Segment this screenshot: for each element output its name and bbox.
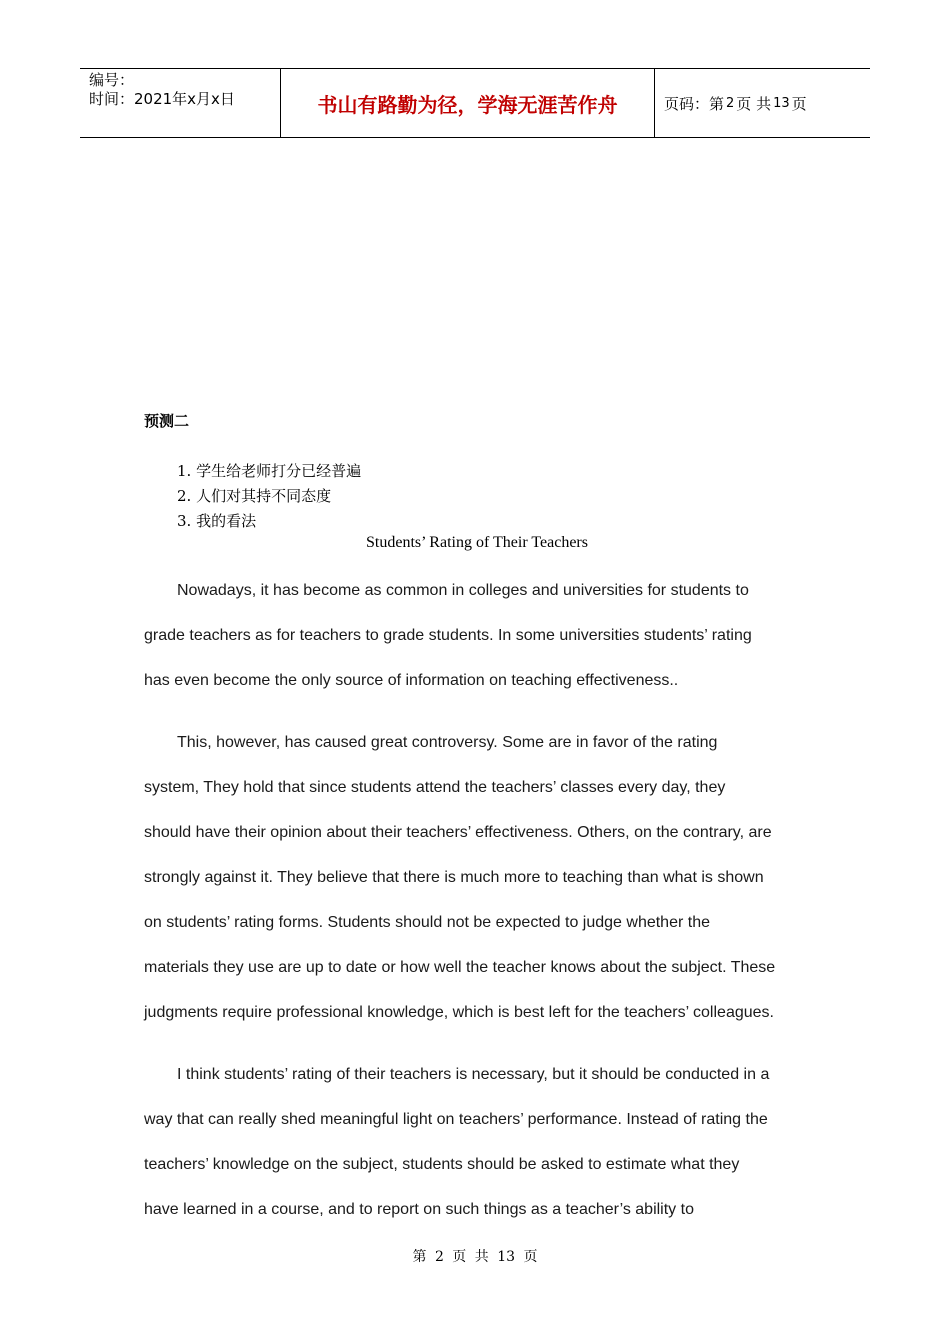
header-page-indicator xyxy=(655,69,870,137)
paragraph-line: strongly against it. They believe that there is much more to teaching than what is shown xyxy=(144,869,764,886)
paragraph-line: on students’ rating forms. Students should not be expected to judge whether the xyxy=(144,914,710,931)
outline-item: 1. 学生给老师打分已经普遍 xyxy=(177,462,362,480)
page-current: 2 xyxy=(726,95,735,111)
page-suffix: 页 xyxy=(791,94,807,113)
header-meta xyxy=(80,69,281,137)
page-mid: 页 共 xyxy=(736,94,772,113)
paragraph-line: This, however, has caused great controversy. Some are in favor of the rating xyxy=(177,734,718,751)
outline-item: 3. 我的看法 xyxy=(177,512,257,530)
essay-title: Students’ Rating of Their Teachers xyxy=(366,534,588,551)
paragraph-3 xyxy=(144,1052,810,1232)
page-header xyxy=(80,68,870,138)
paragraph-1 xyxy=(144,568,810,703)
paragraph-line: Nowadays, it has become as common in colleges and universities for students to xyxy=(177,582,749,599)
paragraph-line: way that can really shed meaningful light on teachers’ performance. Instead of rating the xyxy=(144,1111,768,1128)
header-motto: 书山有路勤为径，学海无涯苦作舟 xyxy=(281,69,655,137)
page-prefix: 页码：第 xyxy=(664,94,725,113)
number-label: 编号： xyxy=(89,71,135,89)
paragraph-line: has even become the only source of information on teaching effectiveness.. xyxy=(144,672,679,689)
outline-item: 2. 人们对其持不同态度 xyxy=(177,487,332,505)
paragraph-line: grade teachers as for teachers to grade students. In some universities students’ rating xyxy=(144,627,752,644)
paragraph-line: system, They hold that since students attend the teachers’ classes every day, they xyxy=(144,779,726,796)
paragraph-line: judgments require professional knowledge, which is best left for the teachers’ colleagues. xyxy=(144,1004,774,1021)
paragraph-line: teachers’ knowledge on the subject, students should be asked to estimate what they xyxy=(144,1156,740,1173)
page-total: 13 xyxy=(773,95,790,111)
paragraph-line: I think students’ rating of their teachers is necessary, but it should be conducted in a xyxy=(177,1066,770,1083)
section-title: 预测二 xyxy=(144,412,190,430)
paragraph-line: materials they use are up to date or how well the teacher knows about the subject. These xyxy=(144,959,776,976)
outline-list xyxy=(177,459,361,534)
paragraph-2 xyxy=(144,720,810,1035)
paragraph-line: should have their opinion about their teachers’ effectiveness. Others, on the contrary, are xyxy=(144,824,772,841)
page-footer: 第 2 页 共 13 页 xyxy=(412,1249,538,1265)
time-label: 时间：2021年x月x日 xyxy=(89,90,235,108)
paragraph-line: have learned in a course, and to report on such things as a teacher’s ability to xyxy=(144,1201,694,1218)
